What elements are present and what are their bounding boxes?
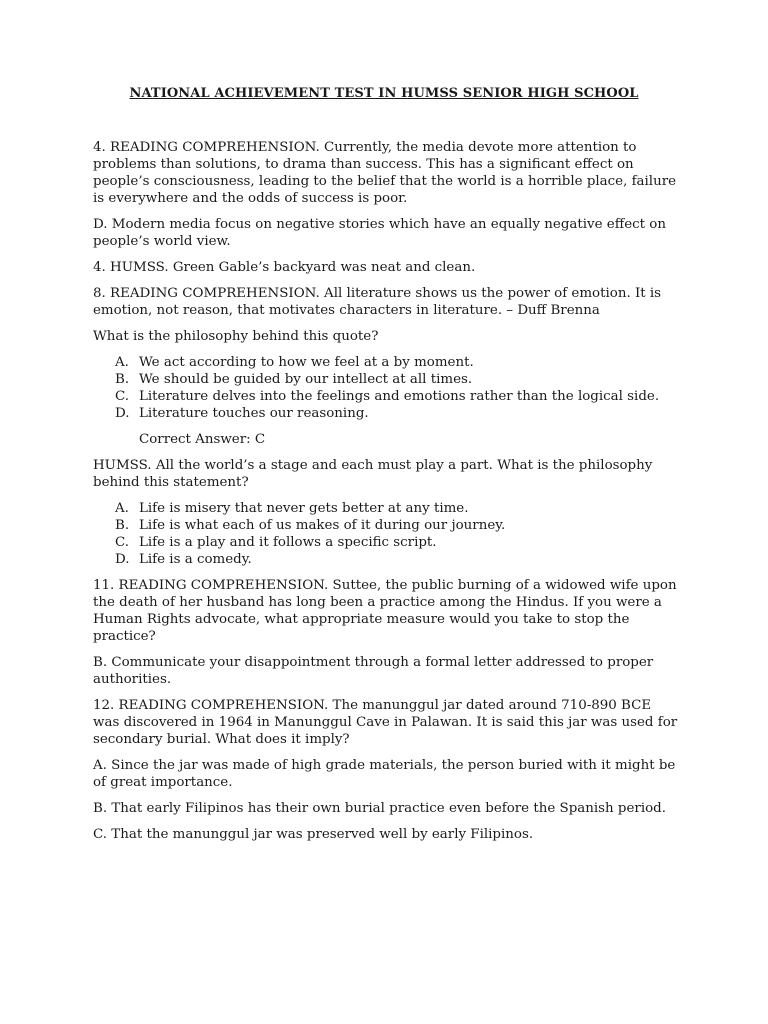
document-title: NATIONAL ACHIEVEMENT TEST IN HUMSS SENIOR HIGH SCHOOL bbox=[129, 86, 639, 101]
option-letter: B. bbox=[115, 518, 130, 533]
option-letter: A. bbox=[115, 501, 129, 516]
question-8-correct-answer: Correct Answer: C bbox=[139, 432, 266, 447]
option-text: Life is a play and it follows a specific script. bbox=[139, 535, 437, 550]
option-letter: B. bbox=[115, 372, 130, 387]
option-text: Literature delves into the feelings and emotions rather than the logical side. bbox=[139, 389, 660, 404]
option-letter: D. bbox=[115, 552, 130, 567]
option-text: Life is misery that never gets better at any time. bbox=[139, 501, 469, 516]
option-item bbox=[93, 534, 678, 551]
option-text: We should be guided by our intellect at all times. bbox=[139, 372, 473, 387]
question-12-option-a: A. Since the jar was made of high grade materials, the person buried with it might be of great importance. bbox=[93, 758, 676, 790]
option-letter: C. bbox=[115, 389, 130, 404]
question-4-humss: 4. HUMSS. Green Gable’s backyard was neat and clean. bbox=[93, 260, 476, 275]
option-item bbox=[93, 354, 678, 371]
option-text: Life is what each of us makes of it during our journey. bbox=[139, 518, 506, 533]
question-humss-stage: HUMSS. All the world’s a stage and each must play a part. What is the philosophy behind this statement? bbox=[93, 458, 653, 490]
question-11-answer: B. Communicate your disappointment through a formal letter addressed to proper authorities. bbox=[93, 655, 654, 687]
question-8-prompt: What is the philosophy behind this quote? bbox=[93, 329, 379, 344]
question-4-reading: 4. READING COMPREHENSION. Currently, the media devote more attention to problems than solutions, to drama than success. This has a significant effect on people’s consciousness, leading to the belief that the world is a horrible place, failure is everywhere and the odds of success is poor. bbox=[93, 140, 677, 206]
question-humss-options bbox=[93, 500, 678, 568]
option-item bbox=[93, 500, 678, 517]
question-8-options bbox=[93, 354, 678, 422]
option-item bbox=[93, 388, 678, 405]
document-body bbox=[93, 139, 678, 852]
option-item bbox=[93, 371, 678, 388]
option-text: Life is a comedy. bbox=[139, 552, 252, 567]
option-letter: D. bbox=[115, 406, 130, 421]
option-item bbox=[93, 551, 678, 568]
option-item bbox=[93, 405, 678, 422]
option-letter: A. bbox=[115, 355, 129, 370]
question-12-option-c: C. That the manunggul jar was preserved well by early Filipinos. bbox=[93, 827, 534, 842]
option-item bbox=[93, 517, 678, 534]
option-text: Literature touches our reasoning. bbox=[139, 406, 369, 421]
question-4-reading-answer: D. Modern media focus on negative stories which have an equally negative effect on people’s world view. bbox=[93, 217, 666, 249]
question-11-reading: 11. READING COMPREHENSION. Suttee, the public burning of a widowed wife upon the death of her husband has long been a practice among the Hindus. If you were a Human Rights advocate, what appropriate measure would you take to stop the practice? bbox=[93, 578, 677, 644]
question-12-reading: 12. READING COMPREHENSION. The manunggul jar dated around 710-890 BCE was discovered in 1964 in Manunggul Cave in Palawan. It is said this jar was used for secondary burial. What does it imply? bbox=[93, 698, 678, 747]
option-letter: C. bbox=[115, 535, 130, 550]
question-12-option-b: B. That early Filipinos has their own burial practice even before the Spanish period. bbox=[93, 801, 666, 816]
question-8-reading: 8. READING COMPREHENSION. All literature shows us the power of emotion. It is emotion, not reason, that motivates characters in literature. – Duff Brenna bbox=[93, 286, 662, 318]
option-text: We act according to how we feel at a by moment. bbox=[139, 355, 474, 370]
